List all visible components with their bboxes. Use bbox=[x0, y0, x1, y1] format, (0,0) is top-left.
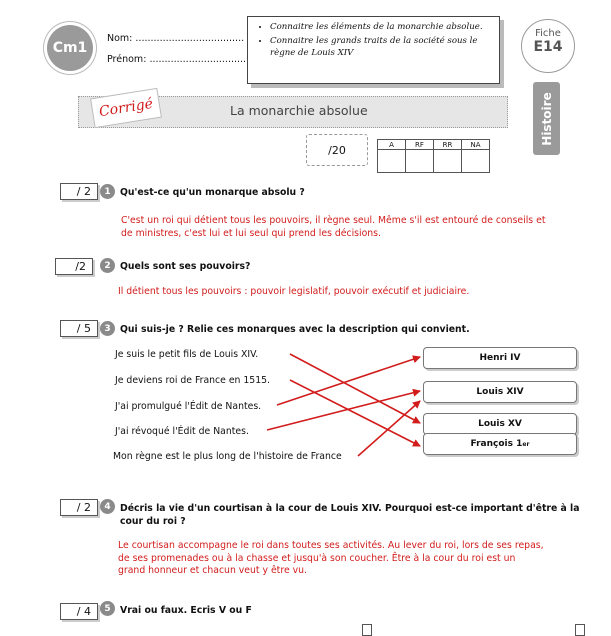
match-left-item: J'ai promulgué l'Édit de Nantes. bbox=[115, 401, 262, 412]
corrige-stamp: Corrigé bbox=[90, 88, 162, 128]
q1-points: / 2 bbox=[60, 183, 98, 200]
king-name: François 1 bbox=[470, 439, 523, 449]
grid-header: RF bbox=[406, 140, 434, 150]
question-line: Décris la vie d'un courtisan à la cour de Louis XIV. Pourquoi est-ce important d'être à la bbox=[120, 503, 580, 514]
nom-label: Nom: bbox=[107, 33, 133, 44]
q5-points: / 4 bbox=[60, 603, 98, 620]
answer-checkbox[interactable] bbox=[362, 624, 372, 636]
class-badge: Cm1 bbox=[47, 25, 93, 71]
q4-points: / 2 bbox=[60, 499, 98, 516]
match-left-item: Je deviens roi de France en 1515. bbox=[115, 375, 271, 386]
grid-header: A bbox=[378, 140, 406, 150]
q3-number: 3 bbox=[100, 321, 115, 336]
answer-line: Le courtisan accompagne le roi dans toutes ses activités. Au lever du roi, lors de ses repas, bbox=[118, 540, 544, 551]
question-line: cour du roi ? bbox=[120, 516, 186, 527]
q2-answer: Il détient tous les pouvoirs : pouvoir legislatif, pouvoir exécutif et judiciaire. bbox=[118, 286, 470, 297]
objective-item: • Connaitre les grands traits de la société sous le règne de Louis XIV bbox=[270, 35, 493, 59]
fiche-label: Fiche bbox=[535, 28, 561, 39]
answer-line: grand honneur et chacun veut y être vu. bbox=[118, 565, 307, 576]
subject-label: Histoire bbox=[539, 91, 554, 146]
match-right-item bbox=[423, 433, 577, 455]
objective-item: • Connaitre les éléments de la monarchie absolue. bbox=[270, 21, 493, 33]
answer-line: C'est un roi qui détient tous les pouvoirs, il règne seul. Même s'il est entouré de conseils et bbox=[121, 215, 546, 226]
q5-number: 5 bbox=[100, 601, 115, 616]
match-line bbox=[277, 357, 420, 405]
match-left-item: J'ai révoqué l'Édit de Nantes. bbox=[115, 426, 249, 437]
q2-points: /2 bbox=[55, 258, 93, 275]
q5-text: Vrai ou faux. Ecris V ou F bbox=[120, 605, 252, 616]
answer-checkbox[interactable] bbox=[575, 624, 585, 636]
total-score: /20 bbox=[306, 134, 368, 166]
ordinal-superscript: er bbox=[522, 440, 530, 448]
q2-number: 2 bbox=[100, 258, 115, 273]
prenom-dots: ................................ bbox=[149, 54, 247, 65]
match-right-item: Louis XIV bbox=[423, 381, 577, 403]
page-title: La monarchie absolue bbox=[230, 103, 368, 118]
answer-line: de ses promenades ou à la chasse et jusqu'à son coucher. Être à la cour du roi est un bbox=[118, 552, 516, 564]
q1-number: 1 bbox=[100, 184, 115, 199]
match-right-item: Louis XV bbox=[423, 413, 577, 435]
match-left-item: Mon règne est le plus long de l'histoire de France bbox=[113, 451, 342, 462]
q3-points: / 5 bbox=[60, 320, 98, 337]
q3-text: Qui suis-je ? Relie ces monarques avec la description qui convient. bbox=[120, 324, 470, 335]
match-right-item: Henri IV bbox=[423, 347, 577, 369]
q1-text: Qu'est-ce qu'un monarque absolu ? bbox=[120, 187, 305, 198]
q2-text: Quels sont ses pouvoirs? bbox=[120, 261, 251, 272]
grid-header: RR bbox=[434, 140, 462, 150]
fiche-code: E14 bbox=[533, 39, 563, 55]
grid-header: NA bbox=[462, 140, 490, 150]
match-line bbox=[358, 401, 420, 456]
answer-line: de ministres, c'est lui et lui seul qui prend les décisions. bbox=[121, 227, 381, 239]
q4-answer bbox=[118, 540, 544, 578]
prenom-label: Prénom: bbox=[107, 54, 147, 65]
q4-number: 4 bbox=[100, 499, 115, 514]
q4-text bbox=[120, 502, 580, 528]
match-left-item: Je suis le petit fils de Louis XIV. bbox=[115, 349, 259, 360]
nom-dots: .................................... bbox=[135, 33, 245, 44]
